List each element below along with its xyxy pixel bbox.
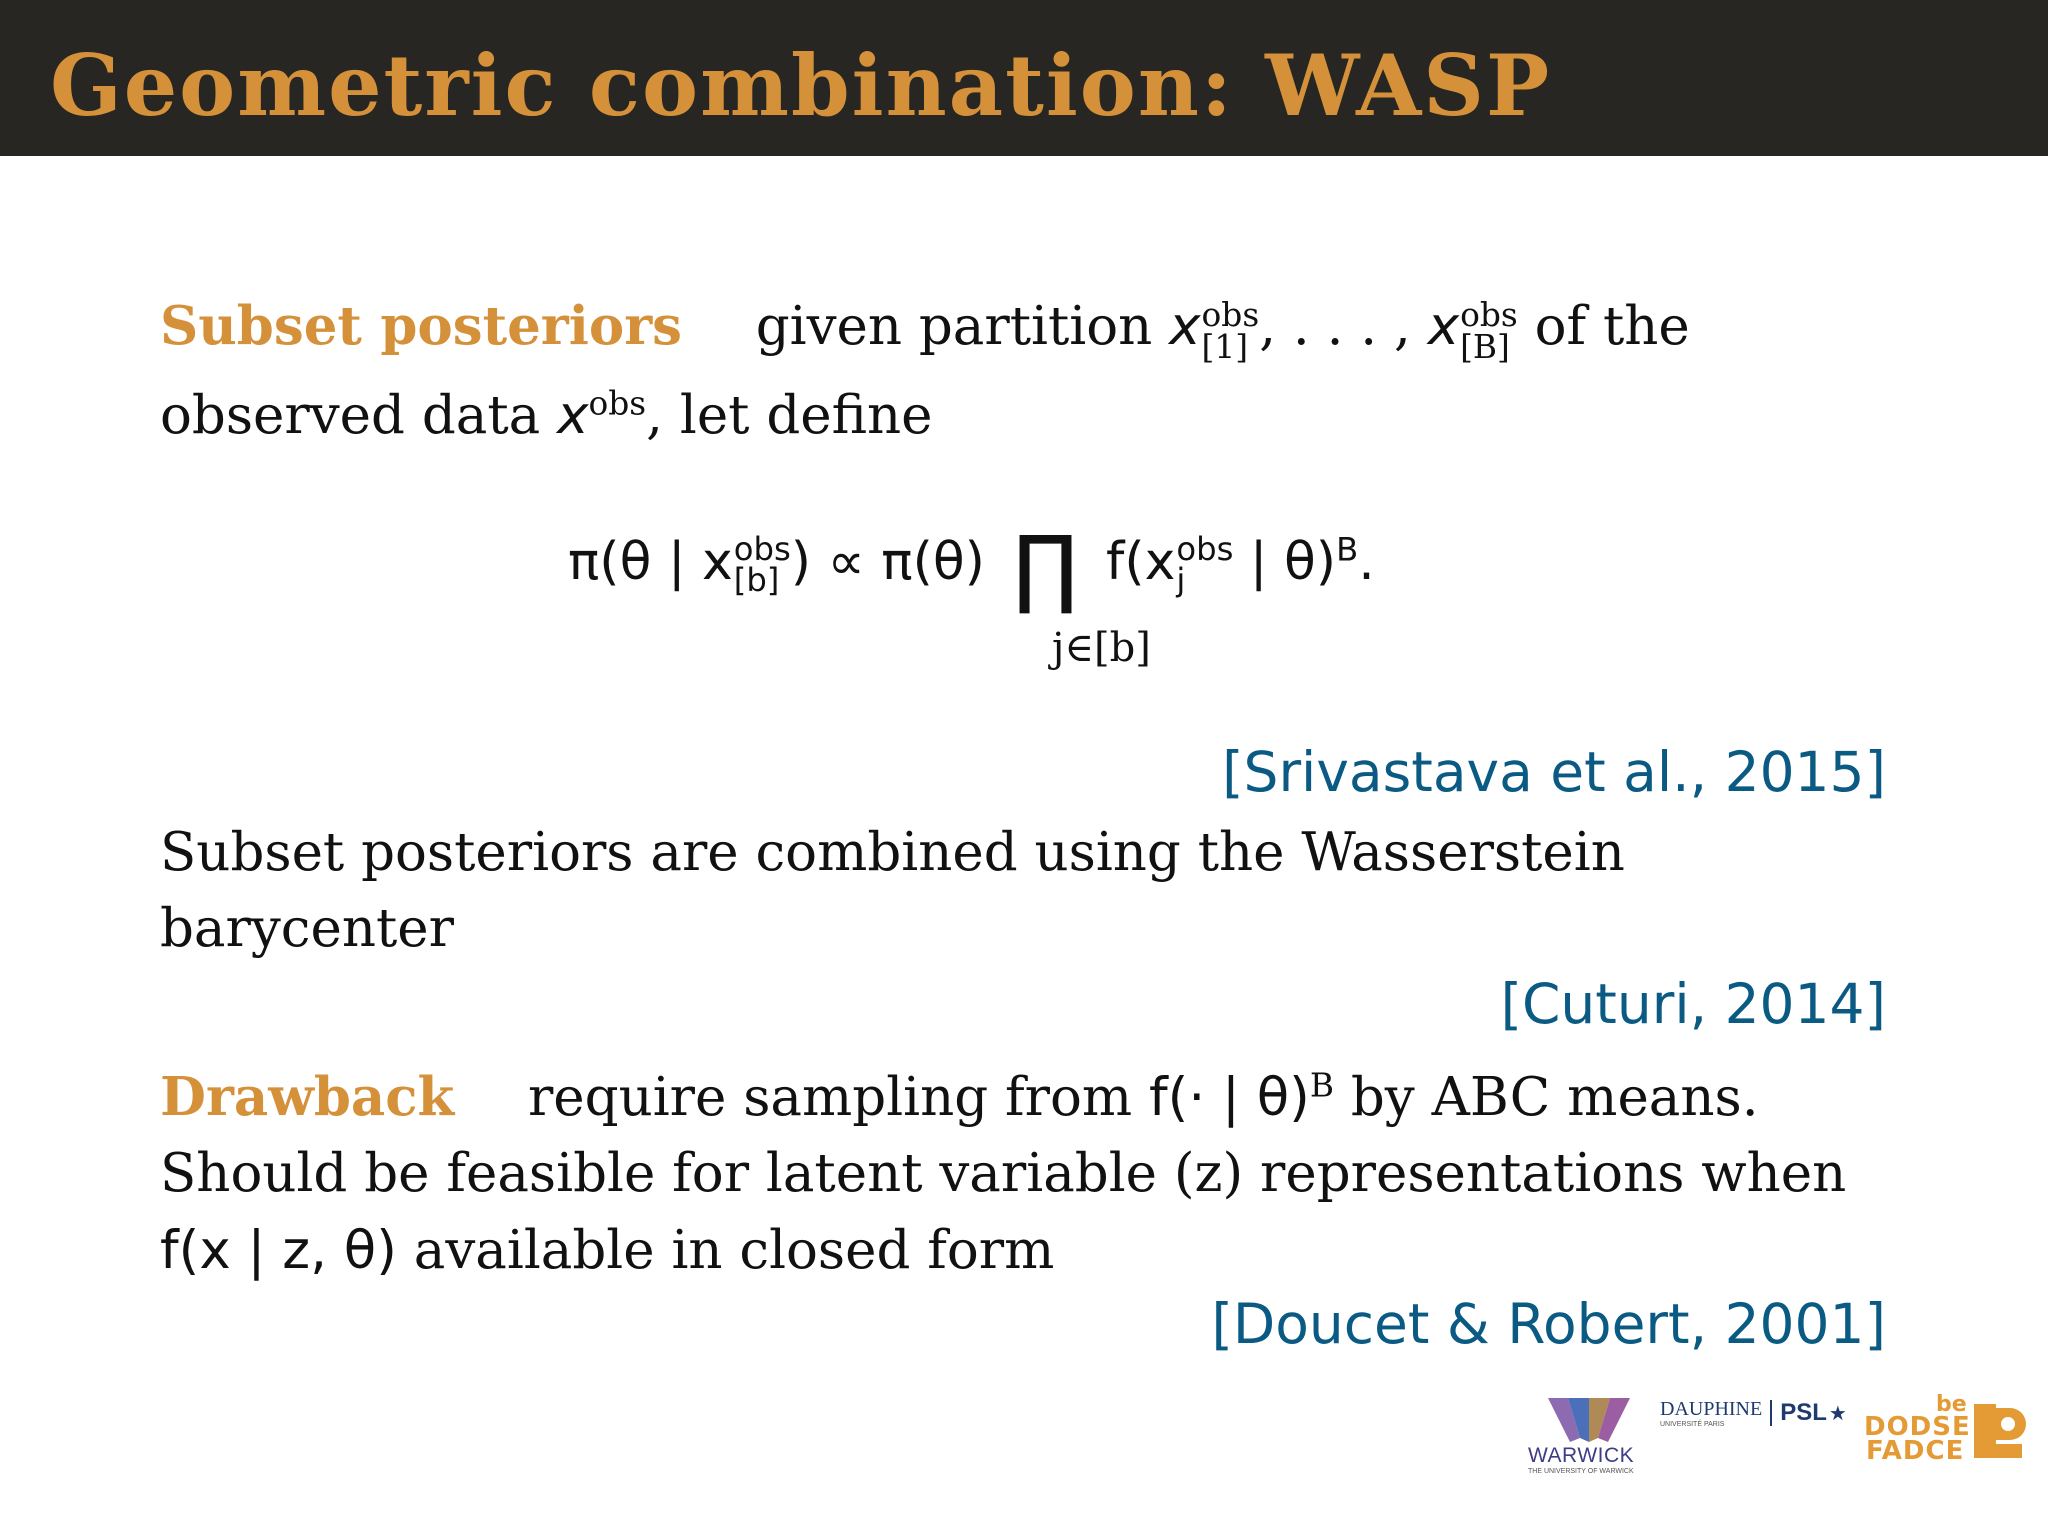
bayes-logo bbox=[1862, 1392, 2032, 1472]
x-symbol-2: x bbox=[1427, 296, 1460, 357]
para1-line1 bbox=[160, 295, 1690, 366]
para3-line1 bbox=[160, 1066, 1759, 1128]
posterior-equation bbox=[568, 518, 1375, 618]
eq-period: . bbox=[1358, 532, 1375, 592]
para3-power: B bbox=[1309, 1065, 1334, 1105]
para3-line1-a: require sampling from bbox=[527, 1067, 1133, 1128]
eq-lhs-open: π(θ | x bbox=[568, 532, 733, 592]
eq-power: B bbox=[1336, 530, 1359, 569]
slide-header bbox=[0, 0, 2048, 156]
warwick-name: WARWICK bbox=[1528, 1444, 1635, 1467]
para3-line3 bbox=[160, 1220, 1054, 1281]
x-obs-symbol: x bbox=[557, 385, 589, 446]
para1-text-b: of the bbox=[1534, 296, 1690, 357]
x-symbol: x bbox=[1169, 296, 1201, 357]
para1-text-a: given partition bbox=[755, 296, 1153, 357]
warwick-emblem-icon bbox=[1548, 1398, 1630, 1442]
citation-doucet-robert: [Doucet & Robert, 2001] bbox=[1211, 1292, 1886, 1356]
dauphine-name: DAUPHINE bbox=[1660, 1398, 1763, 1420]
subset-posteriors-heading: Subset posteriors bbox=[160, 295, 682, 357]
drawback-heading: Drawback bbox=[160, 1066, 455, 1128]
para2-line2: barycenter bbox=[160, 898, 454, 959]
star-icon: ★ bbox=[1828, 1401, 1847, 1425]
x-last-supsub: obs [B] bbox=[1460, 295, 1518, 366]
x-first-supsub: obs [1] bbox=[1201, 295, 1260, 366]
ellipsis: , . . . , bbox=[1259, 296, 1411, 357]
para3-line2: Should be feasible for latent variable (z) representations when bbox=[160, 1143, 1847, 1204]
dauphine-psl-logo bbox=[1660, 1398, 1850, 1428]
para3-line1-math: f(· | θ) bbox=[1149, 1067, 1310, 1128]
eq-prior: π(θ) bbox=[881, 532, 985, 592]
eq-product bbox=[1002, 518, 1090, 618]
eq-factor-supsub: obs j bbox=[1176, 530, 1234, 599]
slide-title: Geometric combination: WASP bbox=[50, 36, 1552, 135]
para1-line2-b: , let define bbox=[646, 385, 933, 446]
eq-factor-close: | θ) bbox=[1249, 532, 1337, 592]
product-symbol: ∏ bbox=[1012, 518, 1079, 618]
para1-line2 bbox=[160, 385, 932, 446]
para3-line3-b: available in closed form bbox=[413, 1220, 1055, 1281]
dauphine-subtitle: UNIVERSITÉ PARIS bbox=[1660, 1421, 1725, 1428]
eq-lhs-supsub: obs [b] bbox=[733, 530, 791, 599]
product-index: j∈[b] bbox=[1052, 625, 1151, 671]
bayes-line1: DODSE bbox=[1864, 1412, 1971, 1442]
eq-factor-open: f(x bbox=[1106, 532, 1176, 592]
eq-propto: ∝ bbox=[827, 532, 865, 592]
bayes-line2: FADCE bbox=[1866, 1436, 1965, 1466]
citation-srivastava: [Srivastava et al., 2015] bbox=[1222, 740, 1886, 804]
bayes-be: be bbox=[1936, 1392, 1967, 1417]
para1-line2-a: observed data bbox=[160, 385, 541, 446]
citation-cuturi: [Cuturi, 2014] bbox=[1500, 972, 1886, 1036]
warwick-logo bbox=[1528, 1398, 1648, 1475]
para2-line1: Subset posteriors are combined using the Wasserstein bbox=[160, 822, 1625, 883]
eq-lhs-close: ) bbox=[790, 532, 812, 592]
bayes-emblem-icon bbox=[1970, 1400, 2026, 1462]
obs-superscript: obs bbox=[588, 383, 647, 423]
psl-name: PSL bbox=[1780, 1399, 1827, 1426]
para3-line1-b: by ABC means. bbox=[1350, 1067, 1759, 1128]
para3-line3-math: f(x | z, θ) bbox=[160, 1220, 397, 1281]
warwick-subtitle: THE UNIVERSITY OF WARWICK bbox=[1528, 1468, 1634, 1475]
logo-divider bbox=[1770, 1400, 1772, 1426]
